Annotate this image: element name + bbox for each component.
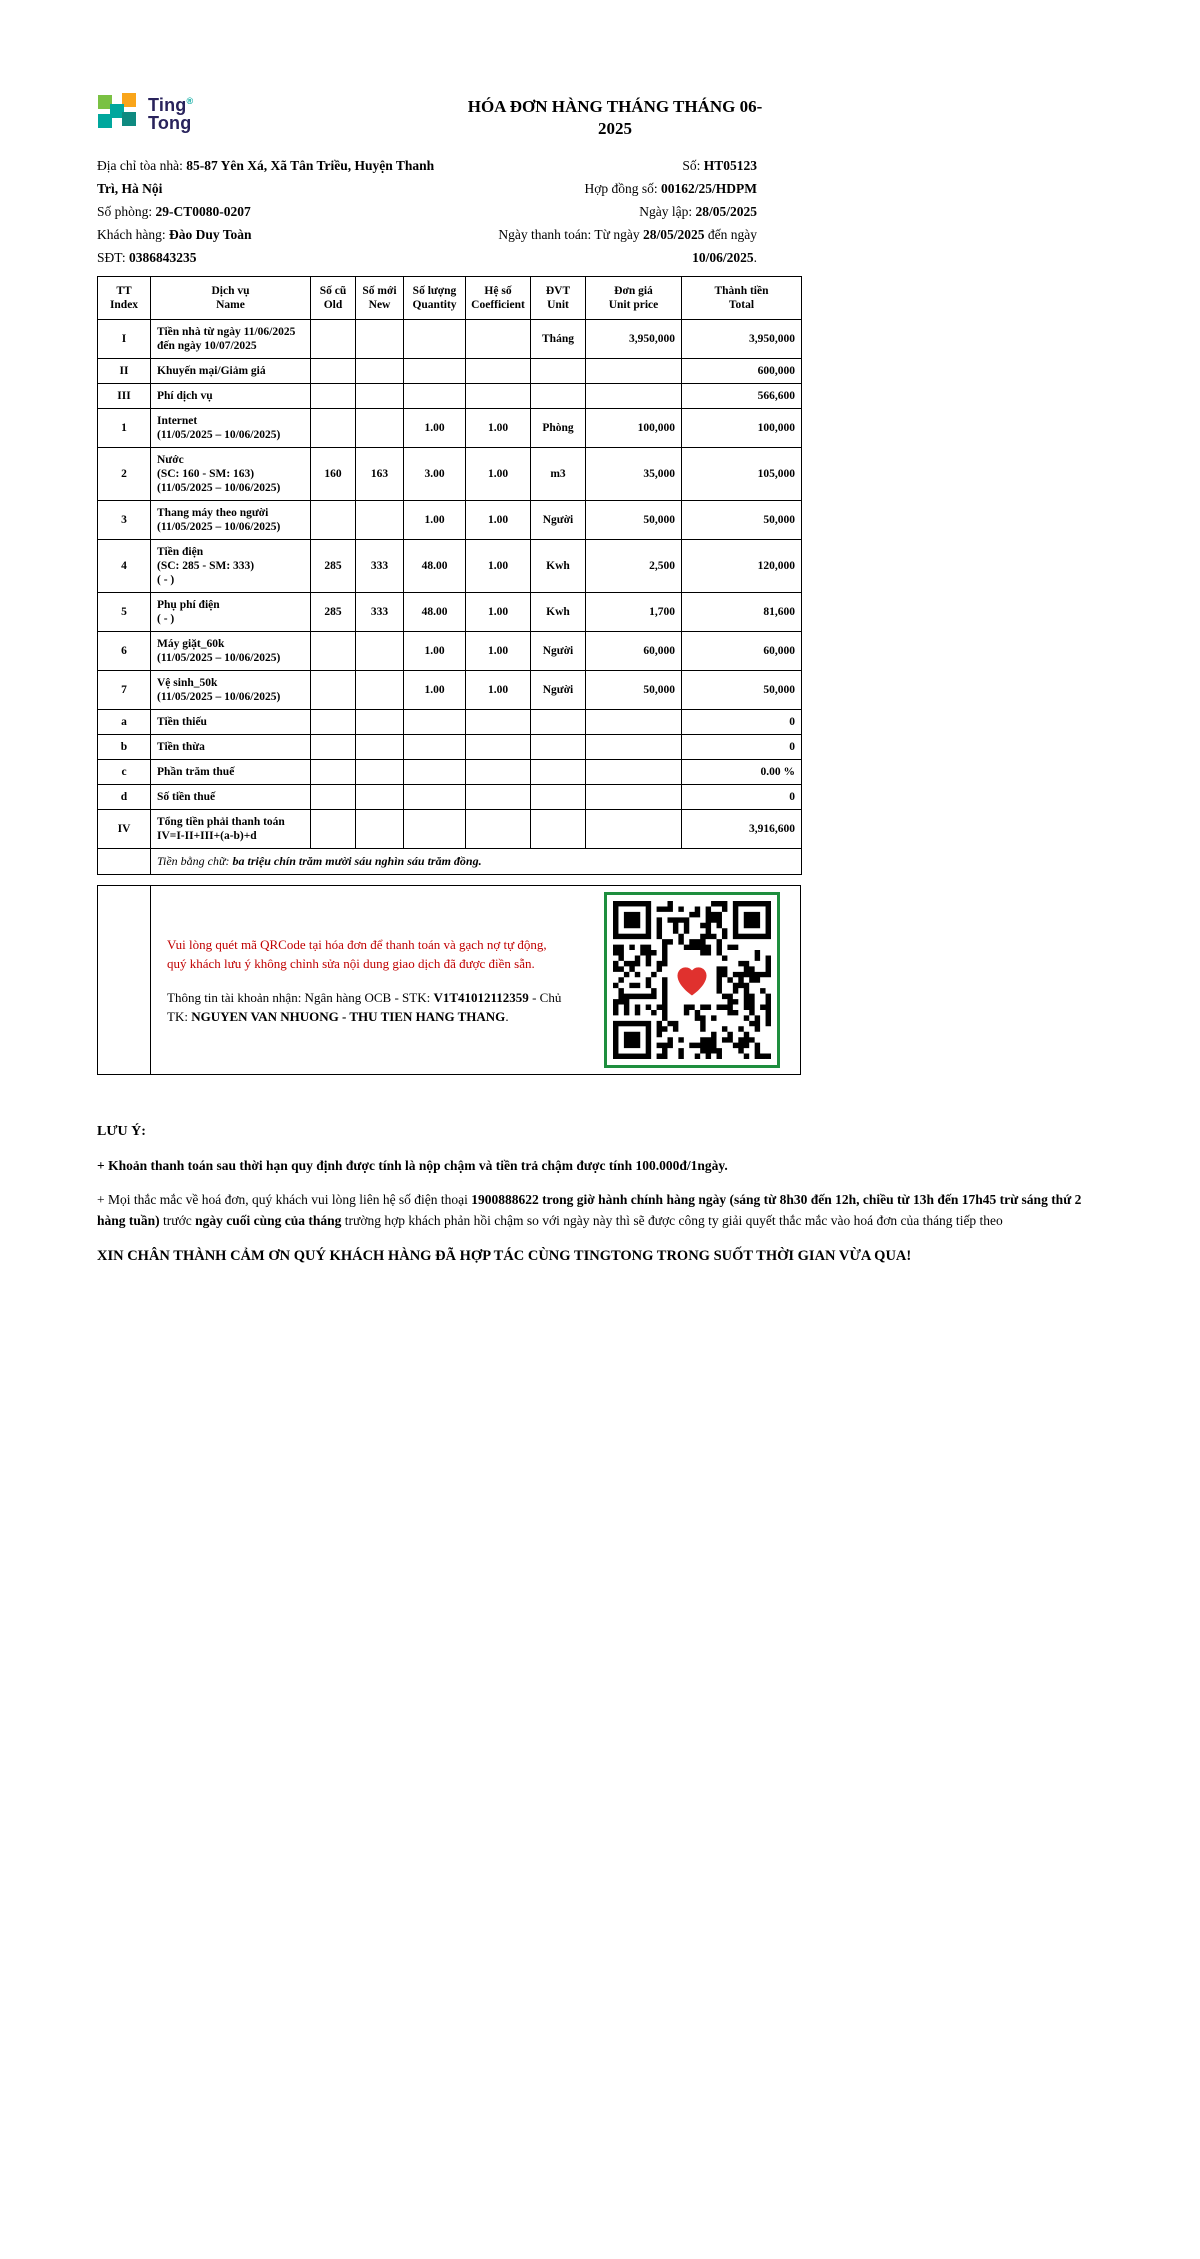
note-hotline xyxy=(97,1189,1103,1231)
table-row xyxy=(98,320,802,359)
cell-index xyxy=(98,849,151,875)
cell-price: 3,950,000 xyxy=(586,320,682,359)
text-segment: NGUYEN VAN NHUONG - THU TIEN HANG THANG xyxy=(191,1008,506,1024)
cell-name xyxy=(151,760,311,785)
cell-coef xyxy=(466,735,531,760)
text-segment: Ngày thanh toán: Từ ngày xyxy=(498,227,643,242)
cell-qty xyxy=(404,760,466,785)
cell-total: 81,600 xyxy=(682,593,802,632)
cell-new xyxy=(356,760,404,785)
cell-index: 6 xyxy=(98,632,151,671)
cell-new: 163 xyxy=(356,448,404,501)
service-name-line: (11/05/2025 – 10/06/2025) xyxy=(157,652,281,664)
account-info-text xyxy=(167,988,568,1026)
info-line xyxy=(97,246,453,269)
tingtong-logo-icon xyxy=(97,93,139,131)
cell-coef xyxy=(466,710,531,735)
cell-qty: 48.00 xyxy=(404,540,466,593)
text-segment: 28/05/2025 xyxy=(695,204,757,219)
text-segment: Đào Duy Toàn xyxy=(168,227,252,242)
service-name-line: Máy giặt_60k xyxy=(157,638,225,650)
logo-wordmark xyxy=(148,92,193,132)
cell-unit xyxy=(531,359,586,384)
cell-name xyxy=(151,593,311,632)
cell-total: 566,600 xyxy=(682,384,802,409)
cell-coef xyxy=(466,760,531,785)
column-header: Đơn giá Unit price xyxy=(586,277,682,320)
service-name-line: IV=I-II+III+(a-b)+d xyxy=(157,830,257,842)
text-segment: 0386843235 xyxy=(128,250,197,265)
cell-old: 285 xyxy=(311,540,356,593)
cell-unit xyxy=(531,384,586,409)
cell-total: 3,916,600 xyxy=(682,810,802,849)
table-row xyxy=(98,849,802,875)
column-header: Dịch vụ Name xyxy=(151,277,311,320)
qr-code-svg xyxy=(613,901,771,1059)
cell-name xyxy=(151,540,311,593)
cell-qty xyxy=(404,359,466,384)
qr-finder-pattern xyxy=(624,1032,640,1048)
column-header: Số mới New xyxy=(356,277,404,320)
cell-unit: Tháng xyxy=(531,320,586,359)
service-name-line: Tiền thừa xyxy=(157,741,205,753)
cell-price xyxy=(586,785,682,810)
cell-old xyxy=(311,501,356,540)
cell-new xyxy=(356,710,404,735)
cell-qty xyxy=(404,320,466,359)
table-header xyxy=(98,277,802,320)
cell-coef: 1.00 xyxy=(466,540,531,593)
cell-qty xyxy=(404,710,466,735)
cell-qty xyxy=(404,735,466,760)
text-segment: ba triệu chín trăm mười sáu nghìn sáu trăm đồng. xyxy=(232,854,482,868)
cell-total: 60,000 xyxy=(682,632,802,671)
cell-unit: Người xyxy=(531,671,586,710)
service-name-line: (11/05/2025 – 10/06/2025) xyxy=(157,482,281,494)
text-segment: + Khoản thanh toán sau thời hạn quy định được tính là nộp chậm và tiền trả chậm được tính 100.000đ/1ngày. xyxy=(97,1158,728,1173)
invoice-meta xyxy=(453,154,801,269)
cell-qty: 48.00 xyxy=(404,593,466,632)
cell-price: 35,000 xyxy=(586,448,682,501)
text-segment: 00162/25/HDPM xyxy=(661,181,757,196)
info-line xyxy=(97,154,453,200)
cell-qty: 1.00 xyxy=(404,632,466,671)
text-segment: Địa chỉ tòa nhà: xyxy=(97,158,187,173)
cell-price: 50,000 xyxy=(586,501,682,540)
cell-new xyxy=(356,320,404,359)
cell-price xyxy=(586,735,682,760)
cell-name xyxy=(151,710,311,735)
service-name-line: (SC: 285 - SM: 333) xyxy=(157,560,255,572)
service-name-line: ( - ) xyxy=(157,613,175,625)
text-segment: Ngày lập: xyxy=(639,204,696,219)
cell-price xyxy=(586,384,682,409)
cell-old xyxy=(311,671,356,710)
service-name-line: Thang máy theo người xyxy=(157,507,269,519)
cell-old xyxy=(311,785,356,810)
cell-total: 50,000 xyxy=(682,501,802,540)
cell-old: 285 xyxy=(311,593,356,632)
cell-unit xyxy=(531,760,586,785)
text-segment: SĐT: xyxy=(97,250,129,265)
table-row xyxy=(98,632,802,671)
column-header: Thành tiền Total xyxy=(682,277,802,320)
qr-finder-pattern xyxy=(624,912,640,928)
service-name-line: Vệ sinh_50k xyxy=(157,677,218,689)
cell-old xyxy=(311,409,356,448)
table-row xyxy=(98,540,802,593)
cell-name xyxy=(151,810,311,849)
cell-new xyxy=(356,671,404,710)
cell-index: I xyxy=(98,320,151,359)
payment-section xyxy=(97,885,801,1075)
cell-price xyxy=(586,760,682,785)
text-segment: . xyxy=(753,250,757,265)
cell-qty: 1.00 xyxy=(404,409,466,448)
cell-new: 333 xyxy=(356,593,404,632)
text-segment: HT05123 xyxy=(703,158,757,173)
text-segment: Thông tin tài khoản nhận: Ngân hàng OCB - STK: xyxy=(167,989,434,1005)
service-name-line: Phụ phí điện xyxy=(157,599,220,611)
table-row xyxy=(98,760,802,785)
text-segment: 1900888622 trong giờ hành chính hàng ngày (sáng từ 8h30 đến 12h, chiều từ 13h đến 17h45 trừ sáng thứ 2 hàng tuần) xyxy=(97,1192,1082,1228)
text-segment: - Chủ TK: xyxy=(167,989,562,1024)
notes-heading: LƯU Ý: xyxy=(97,1124,146,1139)
cell-index: 3 xyxy=(98,501,151,540)
service-name-line: Khuyến mại/Giảm giá xyxy=(157,365,266,377)
cell-new xyxy=(356,384,404,409)
text-segment: Khách hàng: xyxy=(97,227,169,242)
cell-coef xyxy=(466,785,531,810)
cell-coef xyxy=(466,320,531,359)
cell-qty: 3.00 xyxy=(404,448,466,501)
column-header: TT Index xyxy=(98,277,151,320)
table-row xyxy=(98,448,802,501)
cell-old xyxy=(311,760,356,785)
cell-total: 100,000 xyxy=(682,409,802,448)
table-row xyxy=(98,810,802,849)
cell-total: 50,000 xyxy=(682,671,802,710)
payment-section-spacer xyxy=(98,886,151,1074)
cell-price xyxy=(586,810,682,849)
column-header: Hệ số Coefficient xyxy=(466,277,531,320)
cell-coef: 1.00 xyxy=(466,632,531,671)
text-segment: + Mọi thắc mắc về hoá đơn, quý khách vui lòng liên hệ số điện thoại xyxy=(97,1192,472,1207)
table-row xyxy=(98,384,802,409)
cell-index: c xyxy=(98,760,151,785)
cell-qty xyxy=(404,384,466,409)
table-row xyxy=(98,359,802,384)
cell-coef xyxy=(466,359,531,384)
cell-old xyxy=(311,735,356,760)
qr-instruction-text: Vui lòng quét mã QRCode tại hóa đơn để thanh toán và gạch nợ tự động, quý khách lưu ý không chỉnh sửa nội dung giao dịch đã được điền sẵn. xyxy=(167,936,547,971)
service-name-line: Tiền thiếu xyxy=(157,716,207,728)
cell-old xyxy=(311,359,356,384)
cell-name xyxy=(151,320,311,359)
text-segment: ngày cuối cùng của tháng xyxy=(195,1213,342,1228)
logo-pixel-yellow xyxy=(122,93,136,107)
qr-finder-pattern xyxy=(744,912,760,928)
charges-table xyxy=(97,276,802,875)
cell-total: 120,000 xyxy=(682,540,802,593)
cell-price: 2,500 xyxy=(586,540,682,593)
info-line xyxy=(453,200,757,223)
text-segment: 29-CT0080-0207 xyxy=(155,204,251,219)
qr-code xyxy=(604,892,780,1068)
cell-price xyxy=(586,359,682,384)
cell-old xyxy=(311,632,356,671)
text-segment: Số phòng: xyxy=(97,204,156,219)
cell-coef: 1.00 xyxy=(466,501,531,540)
cell-index: II xyxy=(98,359,151,384)
text-segment: Hợp đồng số: xyxy=(584,181,661,196)
cell-total: 0.00 % xyxy=(682,760,802,785)
cell-qty xyxy=(404,810,466,849)
column-header: Số lượng Quantity xyxy=(404,277,466,320)
service-name-line: Phí dịch vụ xyxy=(157,390,213,402)
info-line xyxy=(453,223,757,269)
service-name-line: Nước xyxy=(157,454,184,466)
qr-code-area xyxy=(584,886,800,1074)
text-segment: trước xyxy=(159,1213,196,1228)
invoice-info xyxy=(97,154,801,269)
cell-total: 105,000 xyxy=(682,448,802,501)
cell-name xyxy=(151,359,311,384)
cell-unit xyxy=(531,810,586,849)
cell-old xyxy=(311,710,356,735)
info-line xyxy=(453,154,757,177)
cell-qty xyxy=(404,785,466,810)
customer-info xyxy=(97,154,453,269)
cell-name xyxy=(151,785,311,810)
cell-index: 4 xyxy=(98,540,151,593)
cell-name xyxy=(151,448,311,501)
text-segment: 85-87 Yên Xá, Xã Tân Triều, Huyện Thanh Trì, Hà Nội xyxy=(97,158,435,196)
cell-price: 1,700 xyxy=(586,593,682,632)
service-name-line: Tiền điện xyxy=(157,546,204,558)
text-segment: 28/05/2025 xyxy=(643,227,705,242)
table-row xyxy=(98,671,802,710)
registered-mark-icon: ® xyxy=(186,96,194,106)
cell-new xyxy=(356,501,404,540)
cell-new: 333 xyxy=(356,540,404,593)
cell-unit xyxy=(531,710,586,735)
service-name-line: (11/05/2025 – 10/06/2025) xyxy=(157,429,281,441)
cell-index: 5 xyxy=(98,593,151,632)
text-segment: . xyxy=(505,1008,509,1024)
cell-name xyxy=(151,632,311,671)
cell-coef: 1.00 xyxy=(466,409,531,448)
logo-word-ting: Ting xyxy=(148,95,187,115)
cell-index: a xyxy=(98,710,151,735)
cell-new xyxy=(356,409,404,448)
cell-old xyxy=(311,810,356,849)
service-name-line: Tiền nhà từ ngày 11/06/2025 đến ngày 10/07/2025 xyxy=(157,326,296,352)
cell-total: 0 xyxy=(682,735,802,760)
cell-name xyxy=(151,671,311,710)
service-name-line: (SC: 160 - SM: 163) xyxy=(157,468,255,480)
cell-total: 600,000 xyxy=(682,359,802,384)
cell-index: b xyxy=(98,735,151,760)
invoice-content xyxy=(97,92,1103,1267)
cell-old xyxy=(311,320,356,359)
column-header: Số cũ Old xyxy=(311,277,356,320)
cell-new xyxy=(356,359,404,384)
service-name-line: Số tiền thuế xyxy=(157,791,216,803)
table-row xyxy=(98,785,802,810)
cell-unit xyxy=(531,735,586,760)
service-name-line: (11/05/2025 – 10/06/2025) xyxy=(157,521,281,533)
text-segment: trường hợp khách phản hồi chậm so với ngày này thì sẽ được công ty giải quyết thắc mắc vào hoá đơn của tháng tiếp theo xyxy=(341,1213,1003,1228)
thanks-message: XIN CHÂN THÀNH CẢM ƠN QUÝ KHÁCH HÀNG ĐÃ HỢP TÁC CÙNG TINGTONG TRONG SUỐT THỜI GIAN VỪA QUA! xyxy=(97,1248,912,1264)
info-line xyxy=(453,177,757,200)
cell-old: 160 xyxy=(311,448,356,501)
text-segment: đến ngày xyxy=(704,227,757,242)
cell-name xyxy=(151,501,311,540)
cell-index: III xyxy=(98,384,151,409)
logo-pixel-teal-right xyxy=(122,112,136,126)
text-segment: 10/06/2025 xyxy=(692,250,754,265)
cell-unit: Phòng xyxy=(531,409,586,448)
logo-pixel-teal-left xyxy=(98,114,112,128)
table-row xyxy=(98,593,802,632)
text-segment: V1T41012112359 xyxy=(433,989,529,1005)
cell-price: 60,000 xyxy=(586,632,682,671)
cell-unit: Kwh xyxy=(531,540,586,593)
cell-coef: 1.00 xyxy=(466,448,531,501)
cell-total: 0 xyxy=(682,710,802,735)
table-body xyxy=(98,320,802,875)
cell-index: IV xyxy=(98,810,151,849)
service-name-line: Phần trăm thuế xyxy=(157,766,235,778)
cell-coef: 1.00 xyxy=(466,671,531,710)
note-late-payment xyxy=(97,1155,1103,1176)
logo-word-tong: Tong xyxy=(148,113,192,133)
cell-coef xyxy=(466,384,531,409)
cell-total: 0 xyxy=(682,785,802,810)
cell-index: 7 xyxy=(98,671,151,710)
cell-new xyxy=(356,632,404,671)
invoice-title: HÓA ĐƠN HÀNG THÁNG THÁNG 06-2025 xyxy=(467,97,763,138)
info-line xyxy=(97,200,453,223)
cell-price: 100,000 xyxy=(586,409,682,448)
cell-name xyxy=(151,384,311,409)
column-header: ĐVT Unit xyxy=(531,277,586,320)
cell-coef xyxy=(466,810,531,849)
cell-price: 50,000 xyxy=(586,671,682,710)
text-segment: Tiền bằng chữ: xyxy=(157,854,233,868)
cell-name xyxy=(151,409,311,448)
info-line xyxy=(97,223,453,246)
service-name-line: Internet xyxy=(157,415,198,427)
table-row xyxy=(98,501,802,540)
table-row xyxy=(98,735,802,760)
cell-index: 2 xyxy=(98,448,151,501)
cell-qty: 1.00 xyxy=(404,501,466,540)
cell-total: 3,950,000 xyxy=(682,320,802,359)
cell-unit: m3 xyxy=(531,448,586,501)
cell-old xyxy=(311,384,356,409)
cell-unit: Người xyxy=(531,501,586,540)
table-row xyxy=(98,409,802,448)
cell-price xyxy=(586,710,682,735)
text-segment: Số: xyxy=(682,158,704,173)
cell-unit xyxy=(531,785,586,810)
service-name-line: Tổng tiền phải thanh toán xyxy=(157,816,285,828)
payment-instructions xyxy=(151,886,584,1074)
footer-notes xyxy=(97,1121,1103,1267)
cell-unit: Người xyxy=(531,632,586,671)
cell-qty: 1.00 xyxy=(404,671,466,710)
qr-heart-logo-icon xyxy=(677,967,706,995)
cell-index: 1 xyxy=(98,409,151,448)
cell-unit: Kwh xyxy=(531,593,586,632)
tingtong-logo xyxy=(97,92,193,132)
cell-new xyxy=(356,810,404,849)
document-header xyxy=(97,92,801,140)
service-name-line: (11/05/2025 – 10/06/2025) xyxy=(157,691,281,703)
amount-in-words xyxy=(151,849,802,875)
cell-name xyxy=(151,735,311,760)
cell-coef: 1.00 xyxy=(466,593,531,632)
table-row xyxy=(98,710,802,735)
cell-new xyxy=(356,785,404,810)
cell-index: d xyxy=(98,785,151,810)
cell-new xyxy=(356,735,404,760)
service-name-line: ( - ) xyxy=(157,574,175,586)
